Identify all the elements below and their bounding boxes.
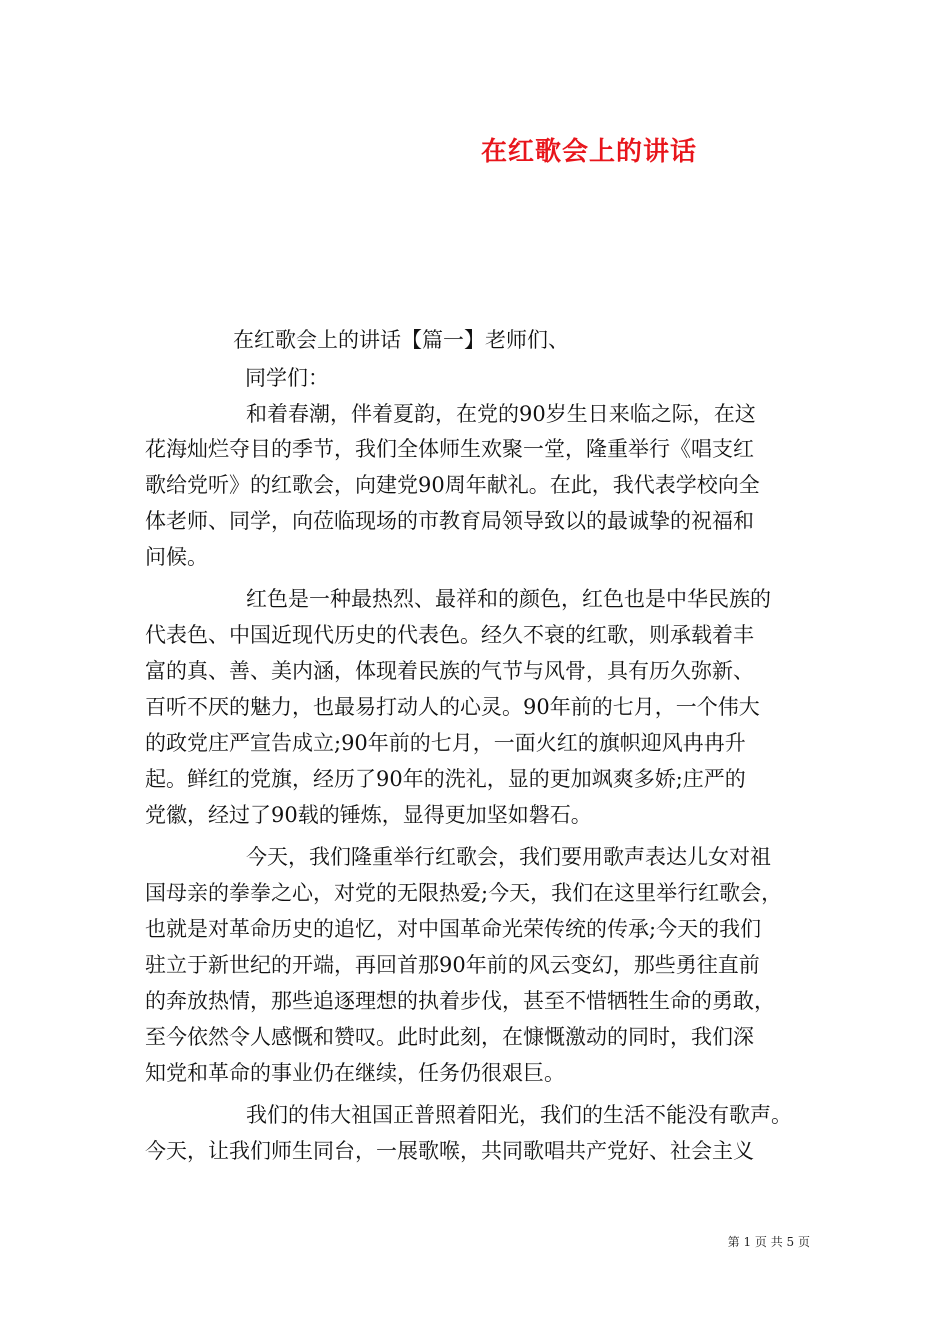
body-line: 在红歌会上的讲话【篇一】老师们、 xyxy=(233,328,569,352)
body-line: 驻立于新世纪的开端，再回首那90年前的风云变幻，那些勇往直前 xyxy=(145,953,760,977)
body-line: 花海灿烂夺目的季节，我们全体师生欢聚一堂，隆重举行《唱支红 xyxy=(145,437,754,461)
body-line: 问候。 xyxy=(145,545,208,569)
body-line: 今天，让我们师生同台，一展歌喉，共同歌唱共产党好、社会主义 xyxy=(145,1139,754,1163)
body-line: 知党和革命的事业仍在继续，任务仍很艰巨。 xyxy=(145,1061,565,1085)
body-line: 国母亲的拳拳之心，对党的无限热爱;今天，我们在这里举行红歌会， xyxy=(145,881,783,905)
body-line: 也就是对革命历史的追忆，对中国革命光荣传统的传承;今天的我们 xyxy=(145,917,762,941)
body-line: 体老师、同学，向莅临现场的市教育局领导致以的最诚挚的祝福和 xyxy=(145,509,754,533)
body-line: 起。鲜红的党旗，经历了90年的洗礼，显的更加飒爽多娇;庄严的 xyxy=(145,767,746,791)
body-line: 的奔放热情，那些追逐理想的执着步伐，甚至不惜牺牲生命的勇敢， xyxy=(145,989,775,1013)
body-line: 党徽，经过了90载的锤炼，显得更加坚如磐石。 xyxy=(145,803,592,827)
document-title: 在红歌会上的讲话 xyxy=(480,137,697,167)
body-line: 歌给党听》的红歌会，向建党90周年献礼。在此，我代表学校向全 xyxy=(145,473,760,497)
body-line: 代表色、中国近现代历史的代表色。经久不衰的红歌，则承载着丰 xyxy=(145,623,754,647)
body-line: 富的真、善、美内涵，体现着民族的气节与风骨，具有历久弥新、 xyxy=(145,659,754,683)
body-line: 百听不厌的魅力，也最易打动人的心灵。90年前的七月，一个伟大 xyxy=(145,695,760,719)
body-line: 红色是一种最热烈、最祥和的颜色，红色也是中华民族的 xyxy=(246,587,771,611)
page-number: 第 1 页 共 5 页 xyxy=(727,1235,810,1249)
body-line: 同学们： xyxy=(245,366,329,390)
body-line: 今天，我们隆重举行红歌会，我们要用歌声表达儿女对祖 xyxy=(246,845,771,869)
body-line: 和着春潮，伴着夏韵，在党的90岁生日来临之际，在这 xyxy=(246,402,756,426)
body-line: 的政党庄严宣告成立;90年前的七月，一面火红的旗帜迎风冉冉升 xyxy=(145,731,746,755)
body-line: 我们的伟大祖国正普照着阳光，我们的生活不能没有歌声。 xyxy=(246,1103,792,1127)
body-line: 至今依然令人感慨和赞叹。此时此刻，在慷慨激动的同时，我们深 xyxy=(145,1025,754,1049)
